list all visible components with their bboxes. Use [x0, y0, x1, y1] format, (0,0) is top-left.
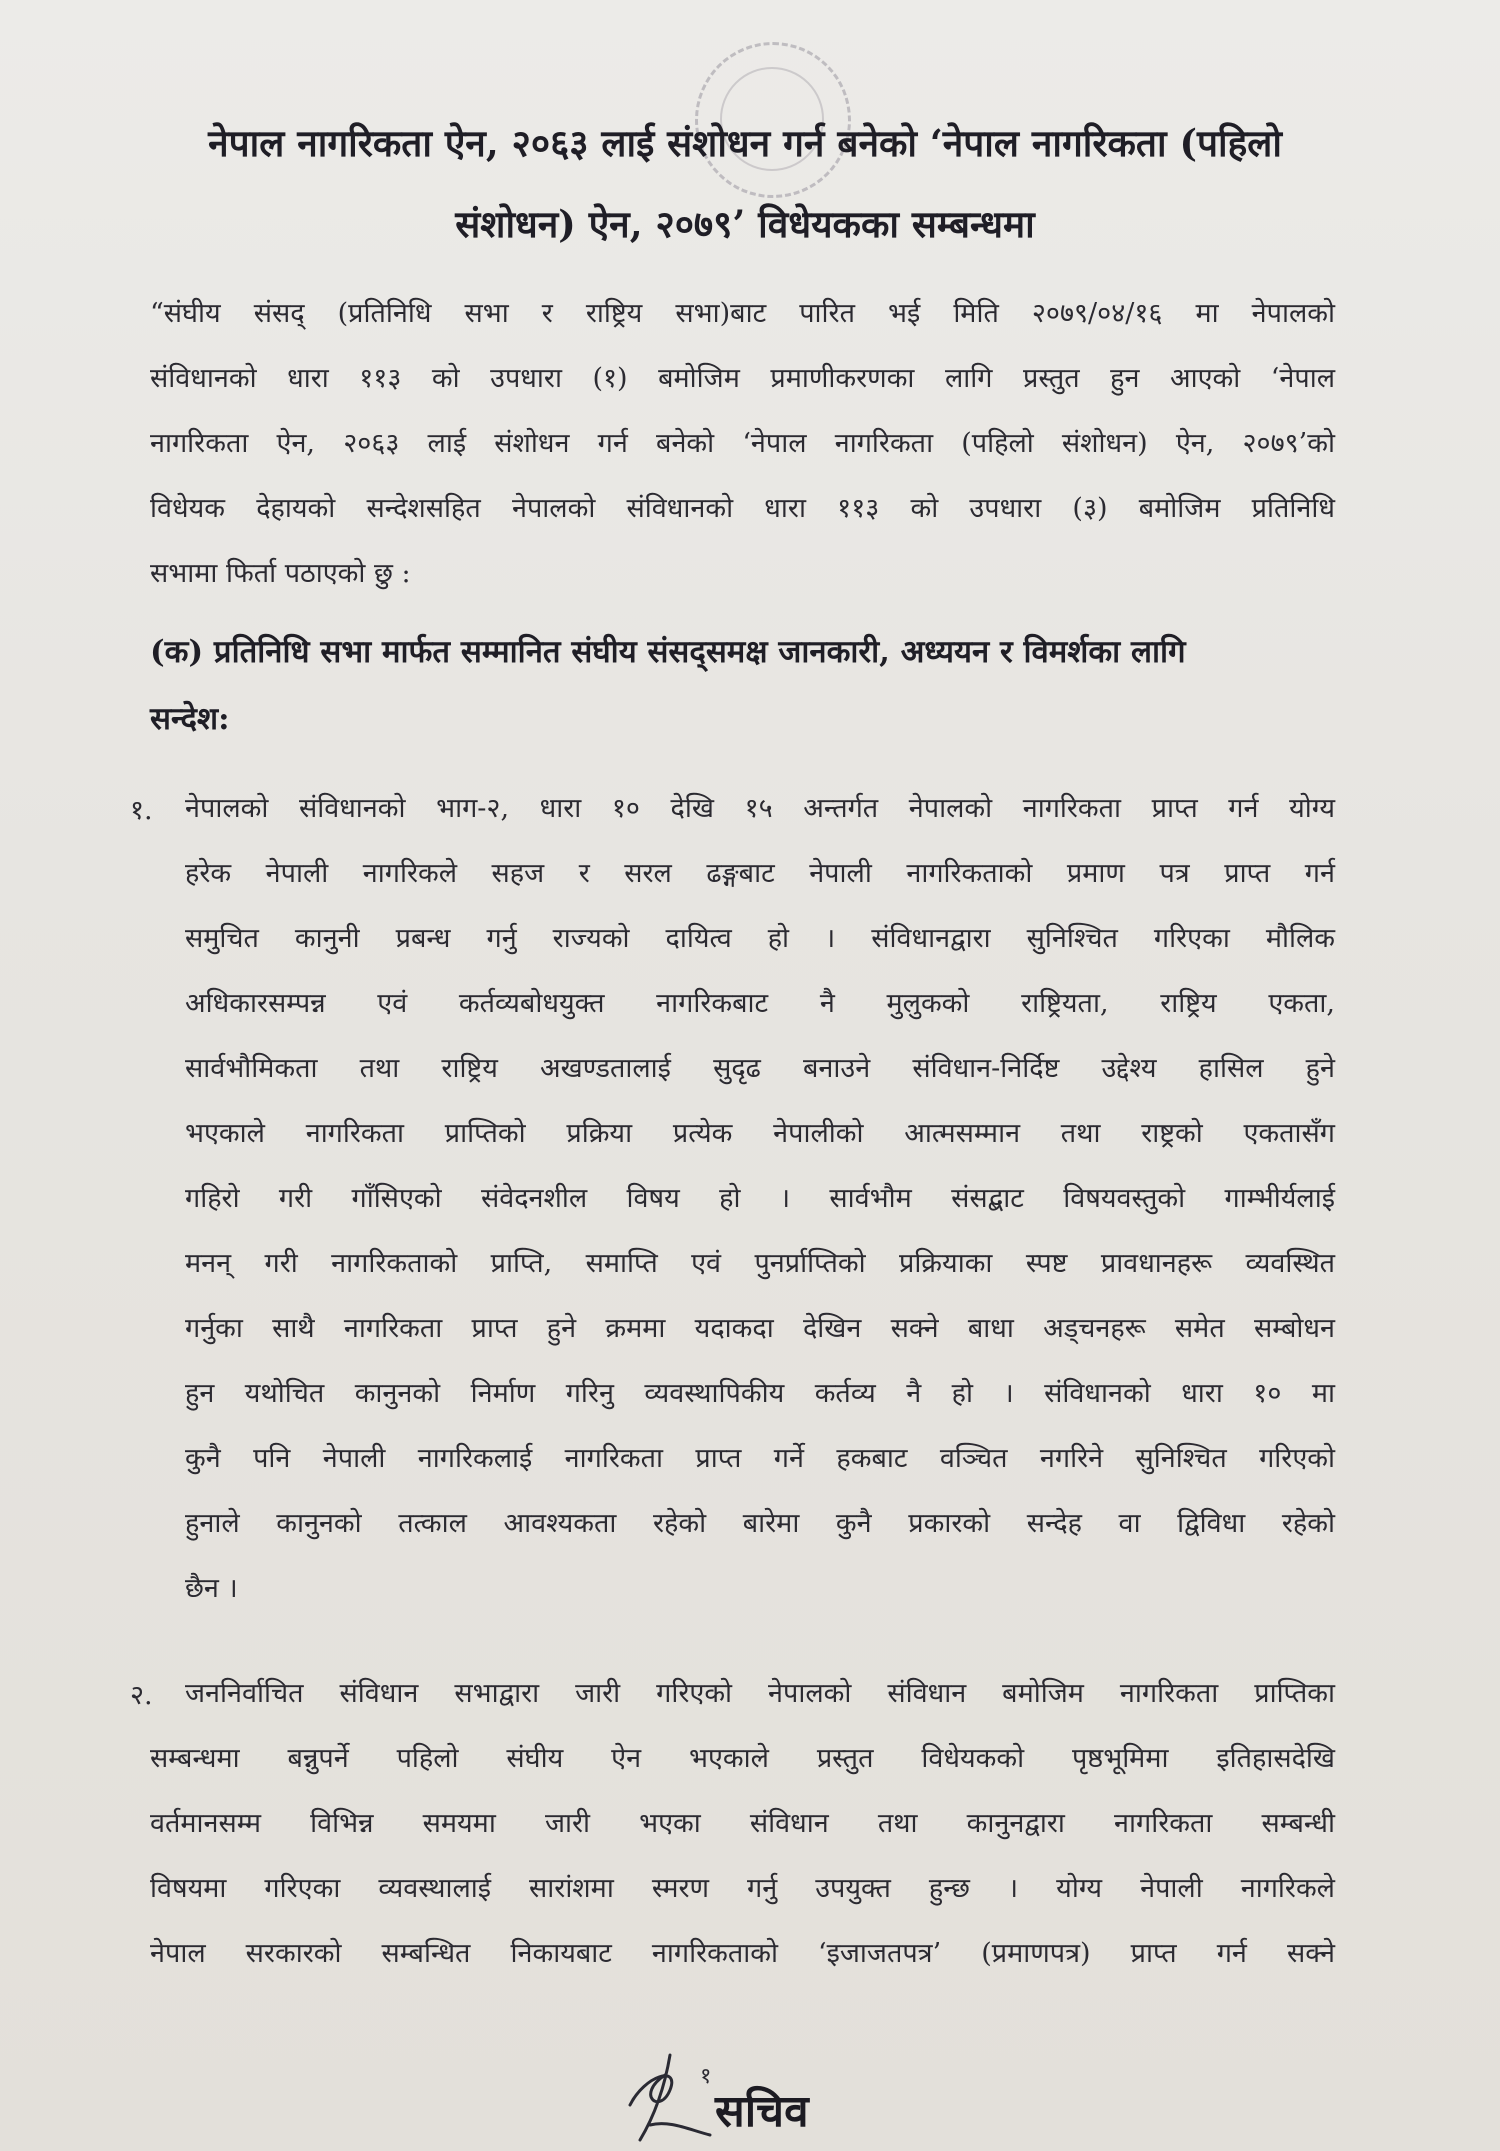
document-title-line-1: नेपाल नागरिकता ऐन, २०६३ लाई संशोधन गर्न बनेको ‘नेपाल नागरिकता (पहिलो	[208, 121, 1282, 165]
intro-line: संविधानको धारा ११३ को उपधारा (१) बमोजिम प्रमाणीकरणका लागि प्रस्तुत हुन आएको ‘नेपाल	[150, 363, 1335, 394]
list-item-line: विषयमा गरिएका व्यवस्थालाई सारांशमा स्मरण गर्नु उपयुक्त हुन्छ । योग्य नेपाली नागरिकले	[150, 1873, 1335, 1904]
list-item-line: सम्बन्धमा बन्नुपर्ने पहिलो संघीय ऐन भएकाले प्रस्तुत विधेयकको पृष्ठभूमिमा इतिहासदेखि	[150, 1743, 1335, 1774]
signatory-title: सचिव	[715, 2086, 809, 2137]
section-heading-line: (क) प्रतिनिधि सभा मार्फत सम्मानित संघीय संसद्समक्ष जानकारी, अध्ययन र विमर्शका लागि	[150, 634, 1186, 670]
list-item-number: १.	[130, 795, 153, 826]
list-item-line: मनन् गरी नागरिकताको प्राप्ति, समाप्ति एवं पुनर्प्राप्तिको प्रक्रियाका स्पष्ट प्रावधानहरू व्यवस्थित	[185, 1248, 1335, 1279]
list-item-line: छैन ।	[185, 1573, 238, 1604]
intro-line: सभामा फिर्ता पठाएको छु :	[150, 558, 411, 589]
list-item-line: सार्वभौमिकता तथा राष्ट्रिय अखण्डतालाई सुदृढ बनाउने संविधान-निर्दिष्ट उद्देश्य हासिल हुने	[185, 1053, 1335, 1084]
list-item-line: हुनाले कानुनको तत्काल आवश्यकता रहेको बारेमा कुनै प्रकारको सन्देह वा द्विविधा रहेको	[185, 1508, 1335, 1539]
signature-mark: १	[700, 2064, 712, 2089]
official-seal-stamp	[695, 42, 851, 198]
list-item-line: हुन यथोचित कानुनको निर्माण गरिनु व्यवस्थापिकीय कर्तव्य नै हो । संविधानको धारा १० मा	[185, 1378, 1335, 1409]
list-item-line: अधिकारसम्पन्न एवं कर्तव्यबोधयुक्त नागरिकबाट नै मुलुकको राष्ट्रियता, राष्ट्रिय एकता,	[185, 988, 1335, 1019]
list-item-line: गर्नुका साथै नागरिकता प्राप्त हुने क्रममा यदाकदा देखिन सक्ने बाधा अड्चनहरू समेत सम्बोधन	[185, 1313, 1335, 1344]
list-item-line: गहिरो गरी गाँसिएको संवेदनशील विषय हो । सार्वभौम संसद्बाट विषयवस्तुको गाम्भीर्यलाई	[185, 1183, 1335, 1214]
list-item-line: कुनै पनि नेपाली नागरिकलाई नागरिकता प्राप्त गर्ने हकबाट वञ्चित नगरिने सुनिश्चित गरिएको	[185, 1443, 1335, 1474]
intro-line: “संघीय संसद् (प्रतिनिधि सभा र राष्ट्रिय सभा)बाट पारित भई मिति २०७९/०४/१६ मा नेपालको	[150, 298, 1335, 329]
intro-line: नागरिकता ऐन, २०६३ लाई संशोधन गर्न बनेको ‘नेपाल नागरिकता (पहिलो संशोधन) ऐन, २०७९’को	[150, 428, 1335, 459]
list-item-line: समुचित कानुनी प्रबन्ध गर्नु राज्यको दायित्व हो । संविधानद्वारा सुनिश्चित गरिएका मौलिक	[185, 923, 1335, 954]
handwritten-signature	[610, 2035, 720, 2145]
list-item-line: जननिर्वाचित संविधान सभाद्वारा जारी गरिएको नेपालको संविधान बमोजिम नागरिकता प्राप्तिका	[185, 1678, 1335, 1709]
section-heading-line: सन्देश:	[150, 701, 230, 737]
list-item-line: वर्तमानसम्म विभिन्न समयमा जारी भएका संविधान तथा कानुनद्वारा नागरिकता सम्बन्धी	[150, 1808, 1335, 1839]
list-item-line: भएकाले नागरिकता प्राप्तिको प्रक्रिया प्रत्येक नेपालीको आत्मसम्मान तथा राष्ट्रको एकतासँग	[185, 1118, 1335, 1149]
list-item-line: नेपाल सरकारको सम्बन्धित निकायबाट नागरिकताको ‘इजाजतपत्र’ (प्रमाणपत्र) प्राप्त गर्न सक्ने	[150, 1938, 1335, 1969]
list-item-line: नेपालको संविधानको भाग-२, धारा १० देखि १५ अन्तर्गत नेपालको नागरिकता प्राप्त गर्न योग्य	[185, 793, 1335, 824]
document-title-line-2: संशोधन) ऐन, २०७९’ विधेयकका सम्बन्धमा	[455, 202, 1035, 246]
list-item-number: २.	[130, 1680, 153, 1711]
list-item-line: हरेक नेपाली नागरिकले सहज र सरल ढङ्गबाट नेपाली नागरिकताको प्रमाण पत्र प्राप्त गर्न	[185, 858, 1335, 889]
intro-line: विधेयक देहायको सन्देशसहित नेपालको संविधानको धारा ११३ को उपधारा (३) बमोजिम प्रतिनिधि	[150, 493, 1335, 524]
